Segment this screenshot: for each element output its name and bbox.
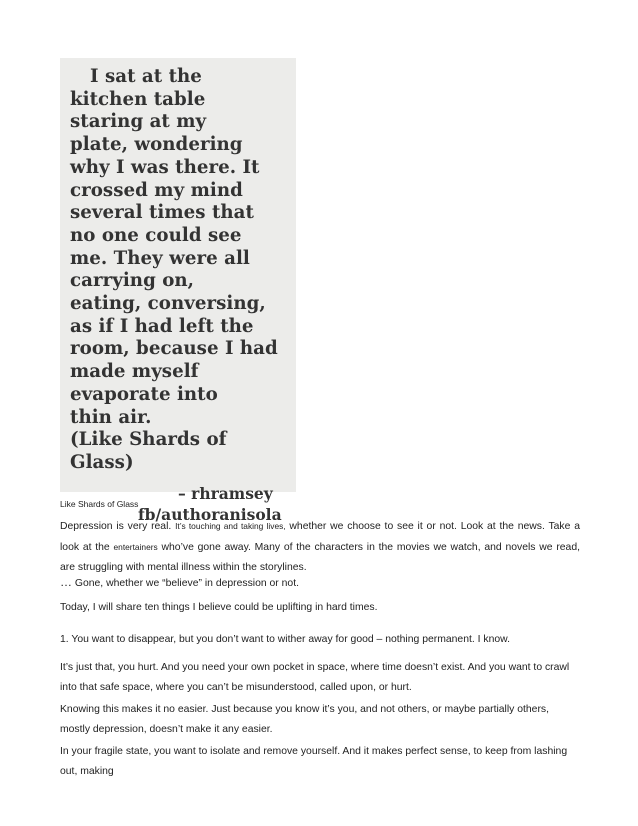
quote-line: staring at my bbox=[70, 111, 207, 133]
paragraph-text: It’s touching and taking lives, bbox=[175, 521, 286, 531]
paragraph: It’s just that, you hurt. And you need your own pocket in space, where time doesn’t exist. And you want to crawl into that safe space, where you can’t be misunderstood, called upon, or hurt. bbox=[60, 662, 570, 693]
quote-line: no one could see bbox=[70, 224, 242, 246]
quote-line: kitchen table bbox=[70, 88, 206, 110]
quote-line: thin air. bbox=[70, 406, 152, 428]
quote-line: room, because I had bbox=[70, 338, 278, 360]
quote-line: made myself bbox=[70, 361, 199, 383]
quote-line: Glass) bbox=[70, 451, 134, 473]
paragraph-text: entertainers bbox=[113, 542, 158, 552]
paragraph bbox=[60, 572, 580, 594]
quote-line: me. They were all bbox=[70, 247, 250, 269]
paragraph: In your fragile state, you want to isolate and remove yourself. And it makes perfect sense, to keep from lashing out, making bbox=[60, 746, 568, 777]
quote-line: several times that bbox=[70, 202, 254, 224]
paragraph-text: Depression is very real. bbox=[60, 521, 172, 532]
paragraph: Today, I will share ten things I believe could be uplifting in hard times. bbox=[60, 602, 378, 613]
quote-line: carrying on, bbox=[70, 270, 195, 292]
image-caption: Like Shards of Glass bbox=[60, 499, 139, 509]
quote-author: – rhramsey bbox=[178, 483, 273, 503]
paragraph-text: whether we choose to see it or not. Look at the news. Take a look at the bbox=[60, 521, 580, 553]
quote-line: eating, conversing, bbox=[70, 293, 266, 315]
quote-line: crossed my mind bbox=[70, 179, 243, 201]
quote-line: I sat at the bbox=[90, 66, 202, 87]
paragraph: Knowing this makes it no easier. Just because you know it’s you, and not others, or maybe partially others, mostly depression, doesn’t make it any easier. bbox=[60, 704, 550, 735]
quote-line: (Like Shards of bbox=[70, 429, 227, 451]
paragraph bbox=[60, 516, 580, 578]
quote-handle: fb/authoranisola bbox=[138, 504, 282, 524]
quote-line: why I was there. It bbox=[70, 156, 260, 178]
ellipsis: … bbox=[60, 575, 72, 589]
paragraph-text: Gone, whether we “believe” in depression or not. bbox=[74, 578, 299, 589]
quote-line: evaporate into bbox=[70, 383, 218, 405]
quote-image bbox=[60, 58, 296, 524]
paragraph-text: who’ve gone away. Many of the characters in the movies we watch, and novels we read, are struggling with mental illness within the storylines. bbox=[60, 542, 581, 573]
quote-line: as if I had left the bbox=[70, 315, 254, 337]
paragraph: 1. You want to disappear, but you don’t want to wither away for good – nothing permanent. I know. bbox=[60, 634, 510, 645]
quote-line: plate, wondering bbox=[70, 134, 243, 156]
